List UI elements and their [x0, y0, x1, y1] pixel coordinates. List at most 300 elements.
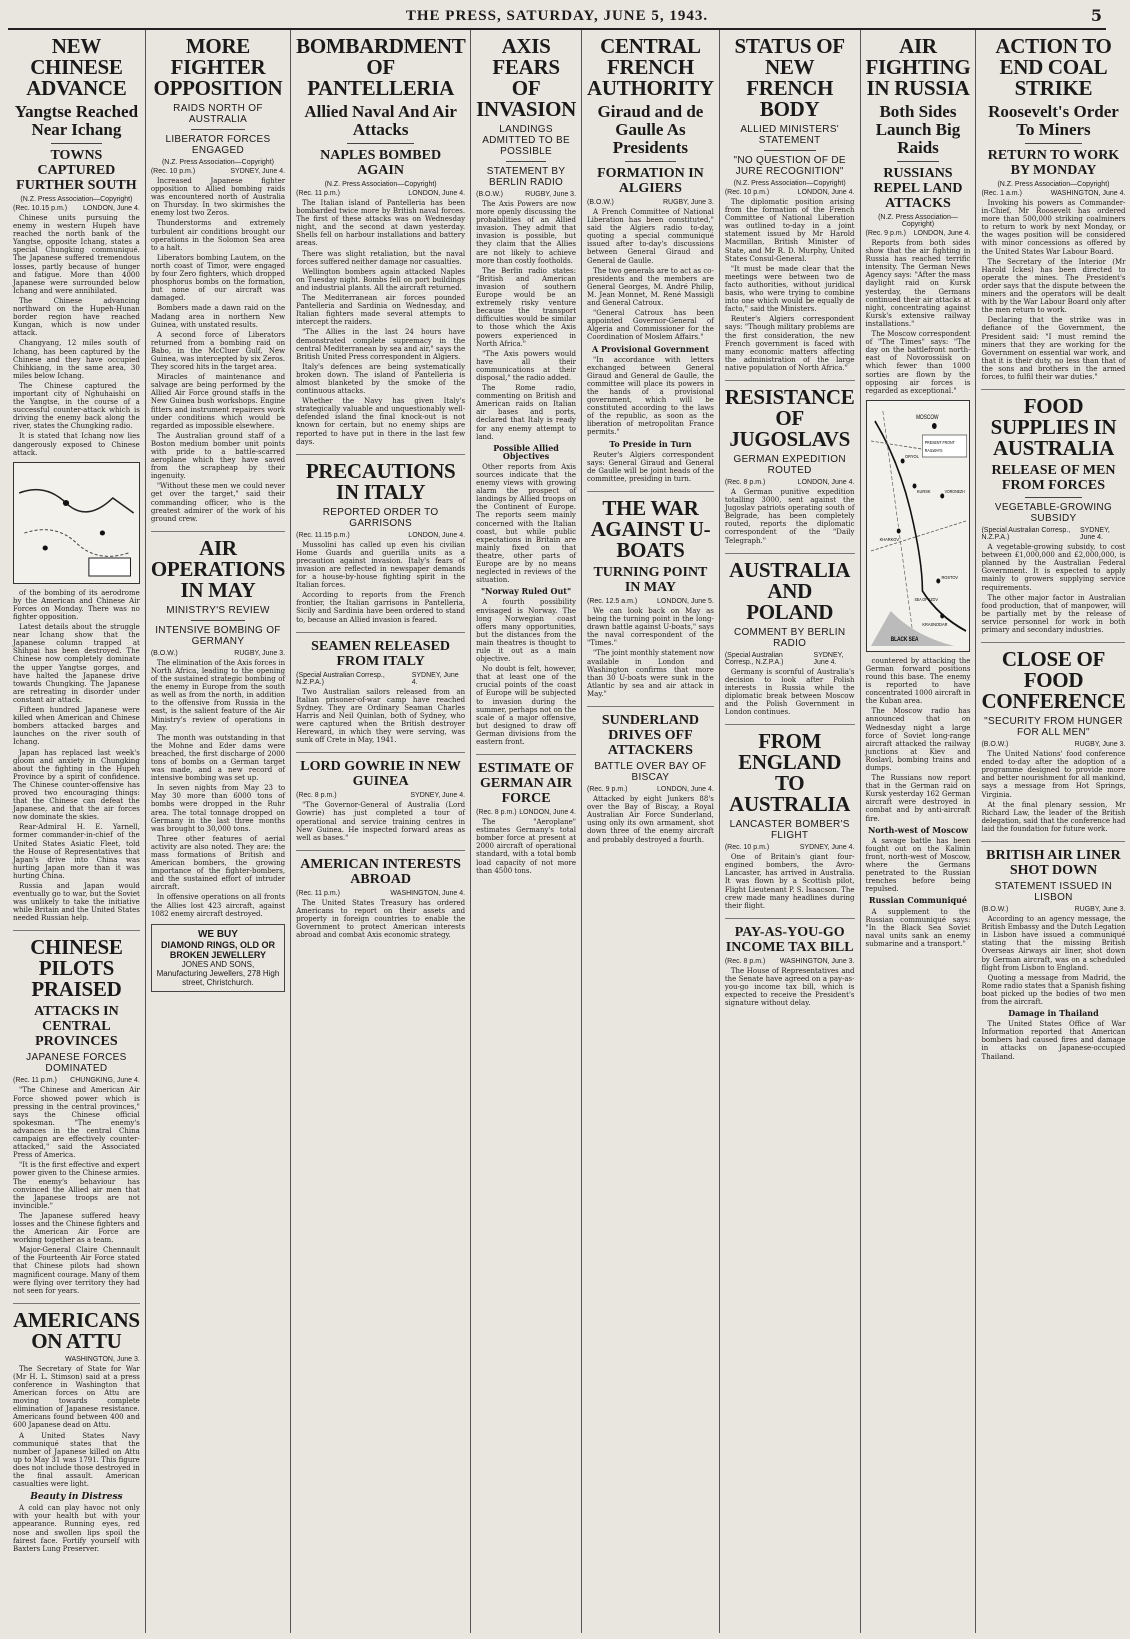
place-date: LONDON, June 4. [657, 786, 714, 794]
paragraph: In offensive operations on all fronts the Allies lost 423 aircraft, against 1082 enemy aircraft destroyed. [150, 893, 286, 918]
subheadline: "SECURITY FROM HUNGER FOR ALL MEN" [984, 716, 1123, 739]
paragraph: A United States Navy communiqué states that the number of Japanese killed on Attu up to May 31 was 1791. This figure does not include those destroyed in the final assault. American casualties were light. [13, 1431, 140, 1489]
paragraph: Rear-Admiral H. E. Yarnell, former commander-in-chief of the United States Asiatic Fleet, told the House of Representatives that Japan's drive into China was hurting Japan more than it was hurting China. [13, 823, 140, 880]
headline: PRECAUTIONS IN ITALY [305, 458, 456, 504]
received-time: (Rec. 8 p.m.) [476, 809, 517, 817]
paragraph: Quoting a message from Madrid, the Rome radio states that a Spanish fishing boat picked up the bodies of two men from the aircraft. [981, 973, 1126, 1006]
paragraph: The Rome radio, commenting on British and American raids on Italian air bases and ports, declared that Italy is ready for any enemy attempt to land. [476, 384, 577, 441]
paragraph: Italy's defences are being systematically broken down. The island of Pantelleria is almost blanketed by the smoke of the continuous attacks. [296, 362, 466, 396]
article-body [981, 543, 1125, 634]
dateline [296, 890, 465, 897]
china-map [13, 462, 140, 584]
received-time: (Rec. 8 p.m.) [296, 792, 337, 800]
place-date: CHUNGKING, June 4. [70, 1077, 140, 1085]
deck-headline: RUSSIANS REPEL LAND ATTACKS [873, 166, 963, 211]
dateline [151, 168, 285, 175]
place-date: WASHINGTON, June 3. [779, 957, 855, 965]
paragraph: A French Committee of National Liberation has been constituted," said the Algiers radio to-day, quoting a special communiqué issued after to-day's discussions between General Giraud and General de Gaulle. [587, 208, 714, 265]
paragraph: Changyang, 12 miles south of Ichang, has been captured by the Chinese and they have occupied Chihkiang, in the same area, 30 miles below Ichang. [13, 339, 140, 380]
paragraph: A savage battle has been fought out on the Kalinin front, north-west of Moscow, where the Germans penetrated to the Russian trenches before being repulsed. [865, 836, 971, 894]
paragraph: Reuter's Algiers correspondent says: "Though military problems are the first consideration, the new French government is faced with many economic matters affecting the administration of the large native population of North Africa." [724, 315, 855, 372]
paragraph: A German punitive expedition totalling 3000, sent against the Jugoslav patriots operating south of Belgrade, has been completely routed, reports the diplomatic correspondent of the "Daily Telegraph." [724, 487, 855, 545]
headline: RESISTANCE OF JUGOSLAVS [724, 384, 855, 451]
dateline [587, 199, 714, 206]
headline: AUSTRALIA AND POLAND [729, 557, 851, 624]
received-time: (Rec. 10 p.m.) [724, 189, 770, 196]
headline: CHINESE PILOTS PRAISED [30, 935, 123, 1002]
headline: BOMBARDMENT OF PANTELLERIA [296, 34, 466, 100]
dateline [587, 598, 714, 605]
paragraph: A vegetable-growing subsidy, to cost between £1,000,000 and £2,000,000, is planned by the Australian Federal Government. It is expected to apply mainly to growers supplying service requirements. [981, 543, 1126, 592]
article-body-continued [13, 589, 140, 923]
paragraph: At the final plenary session, Mr Richard Law, the leader of the British delegation, said that the conference had laid the foundation for future work. [981, 800, 1126, 833]
subheadline: ATTACKS IN CENTRAL PROVINCES [34, 1004, 119, 1050]
place-date: SYDNEY, June 4. [411, 671, 459, 686]
map-label-rostov: ROSTOV [940, 574, 958, 580]
paragraph: Major-General Claire Chennault of the Fourteenth Air Force stated that Chinese pilots had shown magnificent courage. Many of them were flying over territory they had not seen for years. [13, 1246, 140, 1295]
subheadline: GERMAN EXPEDITION ROUTED [733, 453, 846, 476]
city-marker [63, 500, 69, 506]
received-time: (Rec. 11 p.m.) [13, 1077, 57, 1085]
paragraph: The Chinese captured the important city of Nghuhaishi on the Yangtse, in the course of a successful counter-attack which is driving the enemy back along the river, states the Chungking radio. [13, 381, 140, 431]
paragraph: Other reports from Axis sources indicate that the enemy views with growing alarm the prospect of landings by Allied troops on the Continent of Europe. The reports seem mainly concerned with the Italian coast, but while public expectations in Britain are mainly fixed on that theatre, other parts of Europe are by no means neglected in reviews of the situation. [476, 462, 577, 585]
headline: AIR OPERATIONS IN MAY [150, 535, 286, 602]
paragraph: Declaring that the strike was in defiance of the Government, the President said: "I must remind the miners that they are working for the Government on essential war work, and that it is their duty, no less than that of the sons and brothers in the armed forces, to fulfil their war duties." [981, 316, 1126, 381]
paragraph: Two Australian sailors released from an Italian prisoner-of-war camp have reached Sydney. They are Ordinary Seaman Charles Harris and Neil Quinlan, both of Sydney, who were captured when the British destroyer Hereward, in which they were serving, was sunk off Crete in May, 1941. [296, 687, 466, 745]
dateline [725, 844, 855, 851]
article-body [13, 1365, 140, 1488]
map-label-moscow: MOSCOW [915, 414, 939, 421]
place-date: RUGBY, June 3. [234, 649, 286, 657]
paragraph: "The Governor-General of Australia (Lord Gowrie) has just completed a tour of operational and service training centres in New Guinea. He inspected forward areas as well as bases." [296, 801, 466, 842]
byline: (N.Z. Press Association—Copyright) [324, 181, 437, 188]
paragraph: The United States Office of War Information reported that American bombers had caused fires and damage in attacks on Japanese-occupied Thailand. [981, 1020, 1126, 1061]
map-label-oryol: ORYOL [904, 453, 919, 459]
divider [625, 161, 676, 162]
column-4 [471, 30, 582, 1633]
paragraph: Latest details about the struggle near Ichang show that the Japanese column trapped at Shihpai has been destroyed. The Chinese now completely dominate the upper Yangtse gorges, and have halted the Japanese drive towards Chungking. The Japanese are retreating in disorder under constant air attack. [13, 623, 140, 704]
received-time: (Rec. 9 p.m.) [865, 230, 906, 237]
river-line [19, 489, 133, 512]
section-subhead: A Provisional Government [591, 343, 709, 354]
subheadline: ALLIED MINISTERS' STATEMENT [740, 124, 840, 146]
article-body [151, 659, 285, 918]
subheadline: Yangtse Reached Near Ichang [14, 102, 139, 139]
article-body [981, 915, 1125, 1061]
article-body [296, 688, 465, 745]
headline: AMERICANS ON ATTU [13, 1307, 140, 1353]
article-body [725, 853, 855, 910]
map-label-azov: SEA OF AZOV [914, 596, 938, 602]
headline: MORE FIGHTER OPPOSITION [153, 34, 283, 100]
place-date: RUGBY, June 3. [1074, 741, 1126, 749]
place-date: LONDON, June 4. [519, 809, 577, 817]
dateline [981, 190, 1125, 197]
masthead [8, 4, 1106, 30]
received-time: (B.O.W.) [476, 191, 503, 198]
article-body [296, 899, 465, 939]
article-fighter-opposition [151, 36, 285, 532]
article-body [725, 967, 855, 1007]
place-date: SYDNEY, June 4. [799, 844, 855, 852]
article-body [13, 214, 140, 457]
article-body [151, 177, 285, 523]
paragraph: According to an agency message, the British Embassy and the Dutch Legation in Lisbon have issued a communiqué stating that the missing British Overseas Airways air liner, shot down by German aircraft, was on a scheduled flight from Lisbon to England. [981, 915, 1126, 972]
place-date: LONDON, June 4. [408, 531, 466, 539]
paragraph: The diplomatic position arising from the formation of the French Committee of National Liberation was outlined to-day in a joint statement issued by Mr Harold Macmillan, British Minister of State, and Mr R. D. Murphy, United States Consul-General. [724, 198, 855, 263]
headline: ESTIMATE OF GERMAN AIR FORCE [478, 761, 574, 807]
section-subhead: "Norway Ruled Out" [480, 586, 572, 597]
city-marker [940, 493, 944, 498]
paragraph: A second force of Liberators returned from a bombing raid on Babo, in the McCluer Gulf, New Guinea, was intercepted by six Zeros. They scored hits in the target area. [150, 330, 286, 372]
place-date: SYDNEY, June 4. [1079, 527, 1110, 542]
divider [897, 161, 939, 162]
paragraph: Increased Japanese fighter opposition to Allied bombing raids was encountered north of Australia on Thursday. In two skirmishes the enemy lost two Zeros. [150, 177, 286, 218]
article-body [476, 200, 576, 746]
byline: (N.Z. Press Association—Copyright) [733, 180, 846, 187]
place-date: SYDNEY, June 4. [410, 792, 466, 800]
article-body [725, 668, 855, 717]
headline: CLOSE OF FOOD CONFERENCE [981, 647, 1126, 714]
city-marker [912, 483, 916, 488]
received-time: (Rec. 11 p.m.) [296, 190, 340, 197]
paragraph: The two generals are to act as co-presidents and the members are General Georges, M. André Philip, M. Jean Monnet, M. René Massigli and General Catroux. [587, 266, 714, 308]
paragraph: Germany is scornful of Australia's decision to look after Polish interests in Russia while the diplomatic break between Moscow and the Polish Government in London continues. [724, 667, 855, 717]
front-line [24, 529, 128, 556]
section-subhead: Damage in Thailand [1008, 1008, 1099, 1019]
received-time: (B.O.W.) [587, 199, 614, 206]
article-german-air-force [476, 761, 576, 883]
paragraph: "It is the first effective and expert power given to the Chinese armies. The enemy's behaviour has convinced the Allied air men that the Japanese troops are not invincible." [13, 1161, 140, 1210]
section-subhead: Possible Allied Objectives [493, 442, 559, 461]
article-pantelleria [296, 36, 465, 455]
received-time: (Rec. 11 p.m.) [296, 889, 340, 897]
received-time: (Rec. 12.5 a.m.) [587, 598, 638, 605]
paragraph: Japan has replaced last week's gloom and anxiety in Chungking about the fighting in the Hupeh Province by a spirit of confidence. The Chinese counter-offensive has proved two encouraging things: that the Chinese can defeat the Japanese, and that the air forces now dominate the skies. [13, 748, 140, 822]
paragraph: It is stated that Ichang now lies dangerously exposed to Chinese attack. [13, 432, 140, 457]
headline: AXIS FEARS OF INVASION [476, 34, 577, 121]
subheadline: BATTLE OVER BAY OF BISCAY [594, 761, 707, 784]
article-body [296, 541, 465, 624]
paragraph: "It must be made clear that the meetings were between two de facto authorities, without juridical basis, who were trying to combine into one which would be equally de facto," said the Ministers. [724, 264, 855, 314]
headline: THE WAR AGAINST U-BOATS [590, 496, 711, 562]
deck-headline: NAPLES BOMBED AGAIN [320, 148, 442, 178]
article-axis-fears [476, 36, 576, 755]
paragraph: Bombers made a dawn raid on the Madang area in northern New Guinea, with unstated results. [150, 304, 286, 329]
headline: SUNDERLAND DRIVES OFF ATTACKERS [601, 713, 700, 759]
headline: FROM ENGLAND TO AUSTRALIA [729, 729, 851, 817]
column-8 [976, 30, 1130, 1633]
byline: (N.Z. Press Association—Copyright) [161, 159, 274, 166]
map-label-krasnodar: KRASNODAR [921, 621, 947, 627]
place-date: LONDON, June 4. [408, 190, 466, 197]
subheadline: STATEMENT ISSUED IN LISBON [994, 881, 1113, 904]
article-air-operations-may [150, 535, 286, 998]
paragraph: Wellington bombers again attacked Naples on Tuesday night. Bombs fell on port buildings and industrial plants. All the aircraft returned. [296, 267, 466, 292]
paragraph: "Without these men we could never get over the target," said their commanding officer, who is the greatest admirer of the work of his ground crew. [150, 482, 286, 523]
paragraph: A fourth possibility envisaged is Norway. The long Norwegian coast offers many opportunities, but the distances from the main theatres is thought to rule it out as a main objective. [476, 598, 577, 664]
city-marker [931, 423, 936, 429]
subheadline: Roosevelt's Order To Miners [988, 102, 1119, 139]
divider [191, 620, 245, 621]
deck-headline: RETURN TO WORK BY MONDAY [987, 148, 1120, 178]
article-war-against-uboats [587, 498, 714, 707]
paragraph: The elimination of the Axis forces in North Africa, leading to the opening of the sustained strategic bombing of the enemy in Europe from the south as well as from the north, in addition to the offensive from Russia in the east, is the salient feature of the Air Ministry's review of operations in May. [150, 658, 286, 732]
paragraph: The Mediterranean air forces pounded Pantelleria and Sardinia on Wednesday, and Italian fighters made several attempts to intercept the raiders. [296, 294, 466, 327]
headline: ACTION TO END COAL STRIKE [995, 34, 1112, 100]
page-number: 5 [1090, 6, 1102, 25]
article-americans-on-attu [13, 1307, 140, 1561]
paragraph: The Secretary of State for War (Mr H. L. Stimson) said at a press conference in Washington that American forces on Attu are moving towards complete elimination of Japanese resistance. Americans found between 400 and 600 Japanese dead on Attu. [13, 1364, 140, 1430]
article-body-continued [866, 657, 971, 948]
paragraph: Liberators bombing Lautem, on the north coast of Timor, were engaged by four Zero fighters, which dropped phosphorus bombs on the formation, but none of our aircraft was damaged. [150, 253, 286, 303]
column-6 [720, 30, 861, 1633]
paragraph: Chinese units pursuing the enemy in western Hupeh have reached the north bank of the Yangtse, opposite Ichang, states a special Chungking communiqué. The Japanese suffered tremendous losses, partly because of hunger and fatigue. More than 4000 Japanese were surrounded below Ichang and were annihilated. [13, 214, 140, 295]
dateline [981, 527, 1125, 541]
received-time: (B.O.W.) [981, 741, 1009, 749]
dateline [13, 1077, 140, 1084]
divider [51, 143, 102, 144]
advert-subtitle: DIAMOND RINGS, OLD OR BROKEN JEWELLERY [160, 939, 275, 960]
place-date: LONDON, June 4. [83, 205, 140, 212]
dateline [296, 792, 465, 799]
dateline [725, 652, 855, 666]
city-marker [940, 613, 944, 618]
article-body [296, 199, 465, 446]
paragraph: The Secretary of the Interior (Mr Harold Ickes) has been directed to operate the mines. The President's order says that the dispute between the miners and the operators will be dealt with by the War Labour Board only after the men return to work. [981, 257, 1126, 315]
map-box [89, 558, 131, 576]
headline: PAY-AS-YOU-GO INCOME TAX BILL [725, 924, 854, 955]
paragraph: No doubt is felt, however, that at least one of the crucial points of the coast of Europe will be subjected to invasion during the summer, perhaps not on the scale of a major offensive, but designed to draw off German divisions from the eastern front. [476, 665, 577, 746]
paragraph: Reuter's Algiers correspondent says: General Giraud and General de Gaulle will be joint heads of the committee, presiding in turn. [587, 450, 714, 483]
paragraph: "In accordance with letters exchanged between General Giraud and General de Gaulle, the committee will place its powers in the hands of a provisional government, which will be constituted according to the laws of the republic, as soon as the liberation of metropolitan France permits." [587, 355, 714, 437]
paragraph: Fifteen hundred Japanese were killed when American and Chinese bombers attacked barges and launches on the river south of Ichang. [13, 706, 140, 747]
column-2 [146, 30, 291, 1633]
divider [1025, 143, 1083, 144]
jeweller-advert [151, 924, 285, 992]
place-date: RUGBY, June 3. [663, 199, 714, 206]
newspaper-title: THE PRESS, SATURDAY, JUNE 5, 1943. [405, 7, 709, 24]
dateline [13, 205, 140, 212]
byline: (N.Z. Press Association—Copyright) [878, 214, 958, 228]
place-date: WASHINGTON, June 4. [1050, 190, 1126, 197]
dateline [296, 532, 465, 539]
received-time: (Rec. 10 p.m.) [724, 844, 770, 852]
article-body [981, 199, 1125, 381]
paragraph: of the bombing of its aerodrome by the American and Chinese Air Forces on Monday. There was no fighter opposition. [13, 588, 140, 621]
dateline [476, 191, 576, 198]
place-date: RUGBY, June 3. [1074, 906, 1126, 914]
section-subhead: To Preside in Turn [609, 438, 692, 449]
place-date: LONDON, June 5. [657, 598, 714, 605]
column-1 [8, 30, 146, 1633]
deck-headline: VEGETABLE-GROWING SUBSIDY [994, 502, 1113, 525]
column-5 [582, 30, 720, 1633]
newspaper-columns [8, 30, 1126, 1633]
headline: SEAMEN RELEASED FROM ITALY [311, 638, 451, 669]
place-date: SYDNEY, June 4. [230, 168, 286, 175]
article-chinese-advance [13, 36, 140, 931]
map-label-voronezh: VORONEZH [944, 488, 965, 494]
dateline [13, 1356, 140, 1363]
paragraph: The other major factor in Australian food production, that of manpower, will be partially met by the release of service personnel for work in both primary and secondary industries. [981, 593, 1126, 634]
place-date: LONDON, June 4. [797, 189, 855, 196]
subheadline: REPORTED ORDER TO GARRISONS [322, 506, 439, 529]
received-time: (Special Australian Corresp., N.Z.P.A.) [981, 527, 1071, 542]
subheadline: COMMENT BY BERLIN RADIO [733, 626, 846, 649]
article-body [866, 239, 971, 395]
paragraph: The Moscow radio has announced that on Wednesday night a large force of Soviet long-range aircraft attacked the railway junctions at Kiev and Roslavl, bombing trains and dumps. [865, 707, 971, 772]
paragraph: In seven nights from May 23 to May 30 more than 6000 tons of bombs were dropped in the Ruhr area. The total tonnage dropped on Germany in the last three months was brought to 30,000 tons. [150, 784, 286, 833]
article-body [981, 750, 1125, 833]
paragraph: The United Nations' food conference ended to-day after the adoption of a programme designed to provide more and better nourishment for all mankind, says a message from Hot Springs, Virginia. [981, 750, 1126, 799]
map-label-kharkov: KHARKOV [879, 536, 899, 542]
divider [347, 143, 415, 144]
subheadline: LANCASTER BOMBER'S FLIGHT [729, 819, 850, 842]
legend-railways: RAILWAYS [924, 447, 943, 453]
legend-front: PRESENT FRONT [924, 439, 955, 445]
paragraph: The Moscow correspondent of "The Times" says: "The day on the battlefront north-east of Novorossiisk on which fewer than 1000 sorties are flown by the opposing air forces is regarded as exceptional." [865, 330, 971, 395]
received-time: (Rec. 10.15 p.m.) [13, 205, 68, 212]
paragraph: Miracles of maintenance and salvage are being performed by the Allied Air Force ground staffs in the New Guinea bush workshops. Engine fitters and instrument repairers work under conditions which would be regarded as impossible elsewhere. [150, 373, 286, 430]
article-income-tax [725, 925, 855, 1015]
advert-heading: Beauty in Distress [30, 1492, 123, 1503]
map-legend [922, 435, 966, 457]
dateline [296, 190, 465, 197]
city-marker [100, 530, 105, 535]
paragraph: Russia and Japan would eventually go to war, but the Soviet was unlikely to take the initiative while Britain and the United States needed Russian help. [13, 882, 140, 923]
map-graphic [867, 401, 970, 651]
article-sunderland [587, 713, 714, 852]
place-date: RUGBY, June 3. [525, 191, 577, 198]
deck-headline: INTENSIVE BOMBING OF GERMANY [155, 624, 281, 647]
place-date: SYDNEY, June 4. [813, 651, 844, 666]
article-england-australia [725, 731, 855, 919]
paragraph: There was slight retaliation, but the naval forces suffered neither damage nor casualties. [296, 249, 466, 266]
article-body [725, 488, 855, 545]
paragraph: We can look back on May as being the turning point in the long-drawn battle against U-boats," says the naval correspondent of the "Times." [587, 607, 714, 648]
paragraph: The Australian ground staff of a Boston medium bomber unit points with pride to a battle-scarred aeroplane which they have saved from the scrapheap by their ingenuity. [150, 431, 286, 481]
article-body [587, 607, 714, 698]
article-food-conference [981, 649, 1125, 842]
dateline [725, 479, 855, 486]
advert-address: JONES AND SONS, Manufacturing Jewellers, 278 High street, Christchurch. [156, 959, 280, 987]
section-subhead: North-west of Moscow [867, 824, 968, 835]
map-graphic [14, 463, 139, 583]
paragraph: The House of Representatives and the Senate have agreed on a pay-as-you-go income tax bill, which is expected to receive the President's signature without delay. [724, 966, 855, 1008]
subheadline: TURNING POINT IN MAY [593, 565, 708, 595]
article-body [725, 198, 855, 372]
article-precautions-italy [296, 458, 466, 633]
paragraph: Reports from both sides show that the air fighting in Russia has reached terrific intensity. The German News Agency says: "After the mass daylight raid on Kursk yesterday, the Germans continued their air attacks at night, concentrating against Kursk's extensive railway installations." [865, 239, 971, 328]
paragraph: "The Chinese and American Air Force showed power which is pressing in the central provinces," says the Chinese official spokesman. "The enemy's advances in the central China campaign are effectively counter-attacked," said the Associated Press of America. [13, 1086, 140, 1160]
article-air-fighting-russia [866, 36, 971, 956]
subheadline: MINISTRY'S REVIEW [166, 604, 270, 616]
map-label-black-sea: BLACK SEA [890, 636, 918, 643]
received-time: (B.O.W.) [150, 649, 178, 657]
dateline [151, 650, 285, 657]
paragraph: A cold can play havoc not only with your health but with your appearance. Running eyes, red nose and swollen lips spoil the fairest face. Fortify yourself with Baxters Lung Preserver. [13, 1504, 140, 1553]
paragraph: Whether the Navy has given Italy's strategically valuable and unquestionably well-defended island the final knock-out is not known for certain, but no enemy ships are reported to have put in there in the last few days. [296, 397, 466, 446]
article-central-french-authority [587, 36, 714, 492]
deck-headline: "NO QUESTION OF DE JURE RECOGNITION" [733, 155, 846, 177]
paragraph: "The Axis powers would have all their communications at their disposal," the radio added. [476, 349, 577, 382]
subheadline: RAIDS NORTH OF AUSTRALIA [173, 103, 263, 125]
paragraph: "The Allies in the last 24 hours have demonstrated complete supremacy in the central Mediterranean by sea and air," says the British United Press correspondent in Algiers. [296, 328, 466, 361]
map-label-kursk: KURSK [916, 488, 931, 494]
paragraph: The month was outstanding in that the Mohne and Eder dams were breached, the first discharge of 2000 tons of bombs on a German target was made, and a new record of intensive bombing was set up. [150, 733, 286, 783]
received-time: (Rec. 11.15 p.m.) [296, 531, 350, 539]
dateline [981, 741, 1125, 748]
article-body [476, 818, 576, 875]
divider [1025, 497, 1083, 498]
paragraph: The Japanese suffered heavy losses and the Chinese fighters and the American Air Force are working together as a team. [13, 1211, 140, 1245]
paragraph: The Russians now report that in the German raid on Kursk yesterday 162 German aircraft were destroyed in combat and by anti-aircraft fire. [865, 774, 971, 823]
article-jugoslavs [724, 384, 855, 554]
dateline [866, 230, 971, 237]
subheadline: LANDINGS ADMITTED TO BE POSSIBLE [482, 124, 570, 157]
paragraph: The Italian island of Pantelleria has been bombarded twice more by British naval forces. The first of these attacks was on Wednesday night, and the second at dawn yesterday. Shells fell on harbour installations and battery areas. [296, 199, 466, 248]
dateline [587, 786, 714, 793]
paragraph: "General Catroux has been appointed Governor-General of Algeria and Commissioner for the Coordination of Moslem Affairs." [587, 309, 714, 342]
received-time: (Rec. 10 p.m.) [150, 168, 196, 175]
deck-headline: TOWNS CAPTURED FURTHER SOUTH [16, 148, 137, 193]
section-subhead: Russian Communiqué [868, 895, 968, 906]
dateline [296, 672, 465, 686]
headline: AMERICAN INTERESTS ABROAD [300, 856, 461, 887]
paragraph: countered by attacking the German forward positions round this base. The enemy is reported to have concentrated 1000 aircraft in the Kuban area. [865, 656, 971, 706]
paragraph: "The joint monthly statement now available in London and Washington confirms that more than 30 U-boats were sunk in the Atlantic by sea and air attack in May." [587, 649, 714, 698]
place-date: LONDON, June 4. [913, 230, 971, 237]
place-date: LONDON, June 4. [797, 478, 855, 486]
article-body [296, 801, 465, 841]
paragraph: The Chinese advancing northward on the Hupeh-Hunan border region have reached Kungan, which is now under attack. [13, 296, 140, 338]
paragraph: The United States Treasury has ordered Americans to report on their assets and property in foreign countries to enable the Government to protect American interests abroad and combat Axis economic strategy. [296, 898, 466, 940]
byline: (N.Z. Press Association—Copyright) [20, 196, 133, 203]
paragraph: Mussolini has called up even his civilian Home Guards and guerilla units as a precaution against invasion. Italy's fears of invasion are reflected in newspaper demands for a house-by-house fighting spirit in the Italian forces. [296, 540, 466, 590]
column-3 [291, 30, 471, 1633]
city-marker [896, 528, 900, 533]
place-date: WASHINGTON, June 4. [390, 889, 466, 897]
received-time: (Special Australian Corresp., N.Z.P.A.) [296, 671, 385, 686]
subheadline: Giraud and de Gaulle As Presidents [597, 102, 704, 157]
deck-headline: STATEMENT BY BERLIN RADIO [486, 166, 566, 188]
headline: LORD GOWRIE IN NEW GUINEA [300, 759, 461, 790]
article-lord-gowrie [296, 759, 465, 850]
paragraph: The Berlin radio states: "British and American invasion of southern Europe would be an extremely risky venture because the transport difficulties would be similar to those which the Axis powers experienced in North Africa." [476, 266, 577, 348]
article-american-interests [296, 857, 465, 947]
article-australia-poland [724, 557, 855, 726]
subheadline: Allied Naval And Air Attacks [304, 102, 457, 139]
received-time: (Rec. 8 p.m.) [724, 957, 766, 965]
received-time: (Special Australian Corresp., N.Z.P.A.) [724, 651, 784, 666]
city-marker [43, 545, 48, 550]
paragraph: Three other features of aerial activity are also noted. They are: the mass formations of British and American bombers, the growing importance of the fighter-bombers, and the sustained effort of intruder aircraft. [150, 834, 286, 892]
headline: BRITISH AIR LINER SHOT DOWN [986, 848, 1121, 879]
city-marker [936, 578, 940, 583]
paragraph: Attacked by eight Junkers 88's over the Bay of Biscay, a Royal Australian Air Force Sunderland, using only its own armament, shot down three of the enemy aircraft and probably destroyed a fourth. [587, 795, 714, 844]
headline: NEW CHINESE ADVANCE [26, 34, 127, 100]
dateline [725, 189, 855, 196]
headline: STATUS OF NEW FRENCH BODY [734, 34, 845, 121]
received-time: (Rec. 8 p.m.) [724, 478, 766, 486]
article-french-body-status [725, 36, 855, 381]
place-date: WASHINGTON, June 3. [65, 1355, 140, 1363]
received-time: (Rec. 9 p.m.) [587, 786, 628, 794]
article-coal-strike [981, 36, 1125, 390]
article-body [13, 1086, 140, 1294]
article-seamen-released [296, 639, 465, 754]
